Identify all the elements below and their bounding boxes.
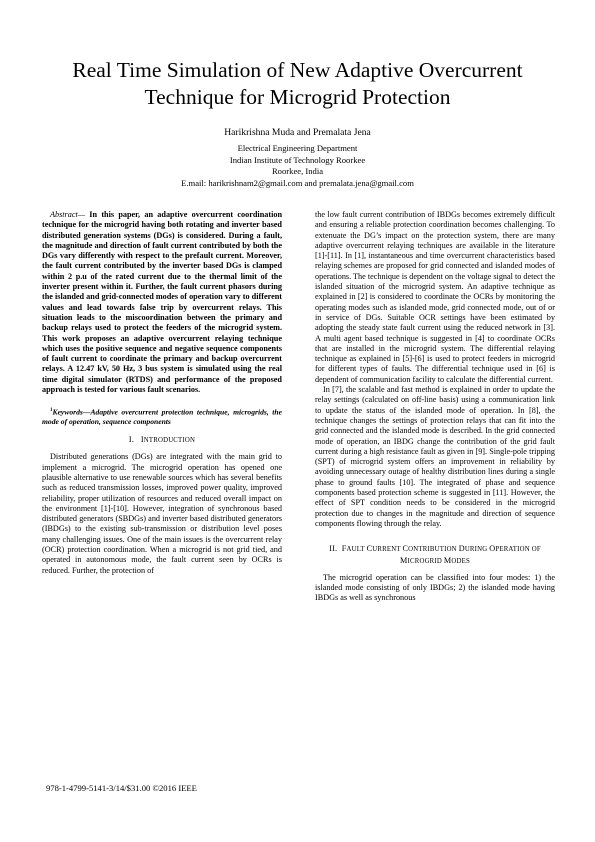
abstract — [42, 210, 282, 395]
affiliation-institute: Indian Institute of Technology Roorkee — [229, 154, 366, 165]
section-2-paragraph-1: The microgrid operation can be classified into four modes: 1) the islanded mode consisting of only IBDGs; 2) the islanded mode having IBDGs as well as synchronous — [315, 572, 555, 603]
author-names: Harikrishna Muda and Premalata Jena — [224, 127, 371, 138]
heading-small: URRENT — [372, 546, 403, 554]
section-2-heading-line-1 — [315, 544, 555, 555]
keywords — [42, 406, 282, 427]
heading-small: AULT — [346, 546, 367, 554]
heading-cap: C — [402, 544, 409, 554]
heading-cap: F — [341, 544, 347, 554]
section-1-title-initial: I — [140, 435, 144, 445]
right-column — [315, 210, 555, 604]
affiliation-department: Electrical Engineering Department — [237, 143, 358, 153]
heading-cap: O — [489, 544, 496, 554]
left-column — [42, 210, 282, 576]
abstract-label: Abstract— — [50, 210, 86, 219]
heading-cap: M — [443, 555, 452, 565]
section-1-paragraph-2: the low fault current contribution of IBDGs becomes extremely difficult and ensuring a reliable protection coordination becomes challenging. To extenuate the DG’s impact on the protection system, there are many adaptive overcurrent relaying techniques are available in the literature [1]-[11]. In [1], instantaneous and time overcurrent characteristics based relaying schemes are proposed for grid connected and islanded modes of operations. The technique is dependent on the voltage signal to detect the islanded situation of the microgrid system. An adaptive technique as explained in [2] is considered to coordinate the OCRs by monitoring the operating modes such as islanded mode, grid connected mode, out of or in service of DGs. Suitable OCR settings have been estimated by adopting the steady state fault current using the reduced network in [3]. A multi agent based technique is suggested in [4] to coordinate OCRs that are installed in the microgrid system. The differential relaying technique as explained in [5]-[6] is used to protect feeders in microgrid for different types of faults. The differential technique used in [6] is dependent of communication facility to calculate the differential current. — [315, 210, 555, 384]
heading-cap: C — [366, 544, 373, 554]
section-2-heading — [315, 544, 555, 567]
section-1-heading — [42, 435, 282, 446]
heading-small: ONTRIBUTION — [408, 546, 459, 554]
section-2-heading-line-2 — [315, 556, 555, 567]
section-2-numeral: II. — [329, 544, 338, 554]
heading-small: ICROGRID — [407, 557, 444, 565]
affiliation-location: Roorkee, India — [271, 166, 324, 177]
section-1-title-rest: NTRODUCTION — [143, 437, 196, 445]
heading-cap: M — [400, 555, 408, 565]
author-affiliation — [40, 143, 555, 189]
title-line-2: Technique for Microgrid Protection — [144, 85, 451, 109]
section-1-paragraph-3: In [7], the scalable and fast method is explained in order to update the relay settings (calculated on off-line basis) using a communication link to update the status of the islanded mode of operation. In [8], the technique changes the settings of protection relays that can fit into the grid connected and the islanded mode is described. In the grid connected mode of operation, an IBDG change the contribution of the grid fault current during a high resistance fault as given in [9]. Single-pole tripping (SPT) of microgrid system offers an improvement in reliability by avoiding unnecessary outage of healthy distribution lines during a single phase to ground faults [10]. The integrated of phase and sequence components based protection scheme is suggested in [11]. However, the effect of SPT condition needs to be considered in the microgrid protection due to changes in the magnitude and direction of sequence components flowing through the relay. — [315, 385, 555, 528]
section-1-numeral: I. — [128, 435, 135, 445]
paper-title — [40, 57, 555, 111]
title-line-1: Real Time Simulation of New Adaptive Overcurrent — [72, 58, 523, 82]
affiliation-email: E.mail: harikrishnam2@gmail.com and premalata.jena@gmail.com — [181, 177, 414, 188]
heading-small: ODES — [451, 557, 470, 565]
copyright-notice: 978-1-4799-5141-3/14/$31.00 ©2016 IEEE — [46, 783, 197, 793]
abstract-text: In this paper, an adaptive overcurrent coordination technique for the microgrid having both rotating and inverter based distributed generation systems (DGs) is considered. During a fault, the magnitude and direction of fault current contributed by both the DGs vary differently with respect to the prefault current. Moreover, the fault current contributed by the inverter based DGs is clamped within 2 p.u of the rated current due to the thermal limit of the inverter present within it. Further, the fault current phasors during the islanded and grid-connected modes of operation vary to different values and lead towards false trip by overcurrent relays. This situation leads to the miscoordination between the primary and backup relays used to protect the feeders of the microgrid system. This work proposes an adaptive overcurrent relaying technique which uses the positive sequence and negative sequence components of fault current to coordinate the primary and backup overcurrent relays. A 12.47 kV, 50 Hz, 3 bus system is simulated using the real time digital simulator (RTDS) and performance of the proposed approach is tested for various fault scenarios. — [42, 210, 282, 395]
section-1-paragraph-1: Distributed generations (DGs) are integrated with the main grid to implement a microgrid. The microgrid operation has opened one plausible alternative to use renewable sources which has several benefits such as reduced transmission losses, improved power quality, improved reliability, proper utilization of resources and reduced overall impact on the environment [1]-[10]. However, integration of synchronous based distributed generators (SBDGs) and inverter based distributed generators (IBDGs) to the existing sub-transmission or distribution level poses many challenging issues. One of the main issues is the overcurrent relay (OCR) protection coordination. When a microgrid is not grid tied, and operated in autonomous mode, the fault current seen by OCRs is reduced. Further, the protection of — [42, 452, 282, 575]
heading-cap: D — [458, 544, 465, 554]
heading-small: PERATION OF — [495, 546, 541, 554]
heading-small: URING — [464, 546, 490, 554]
keywords-superscript: 1 — [50, 408, 53, 414]
keywords-text: Keywords—Adaptive overcurrent protection technique, microgrids, the mode of operation, sequence components — [42, 407, 282, 427]
